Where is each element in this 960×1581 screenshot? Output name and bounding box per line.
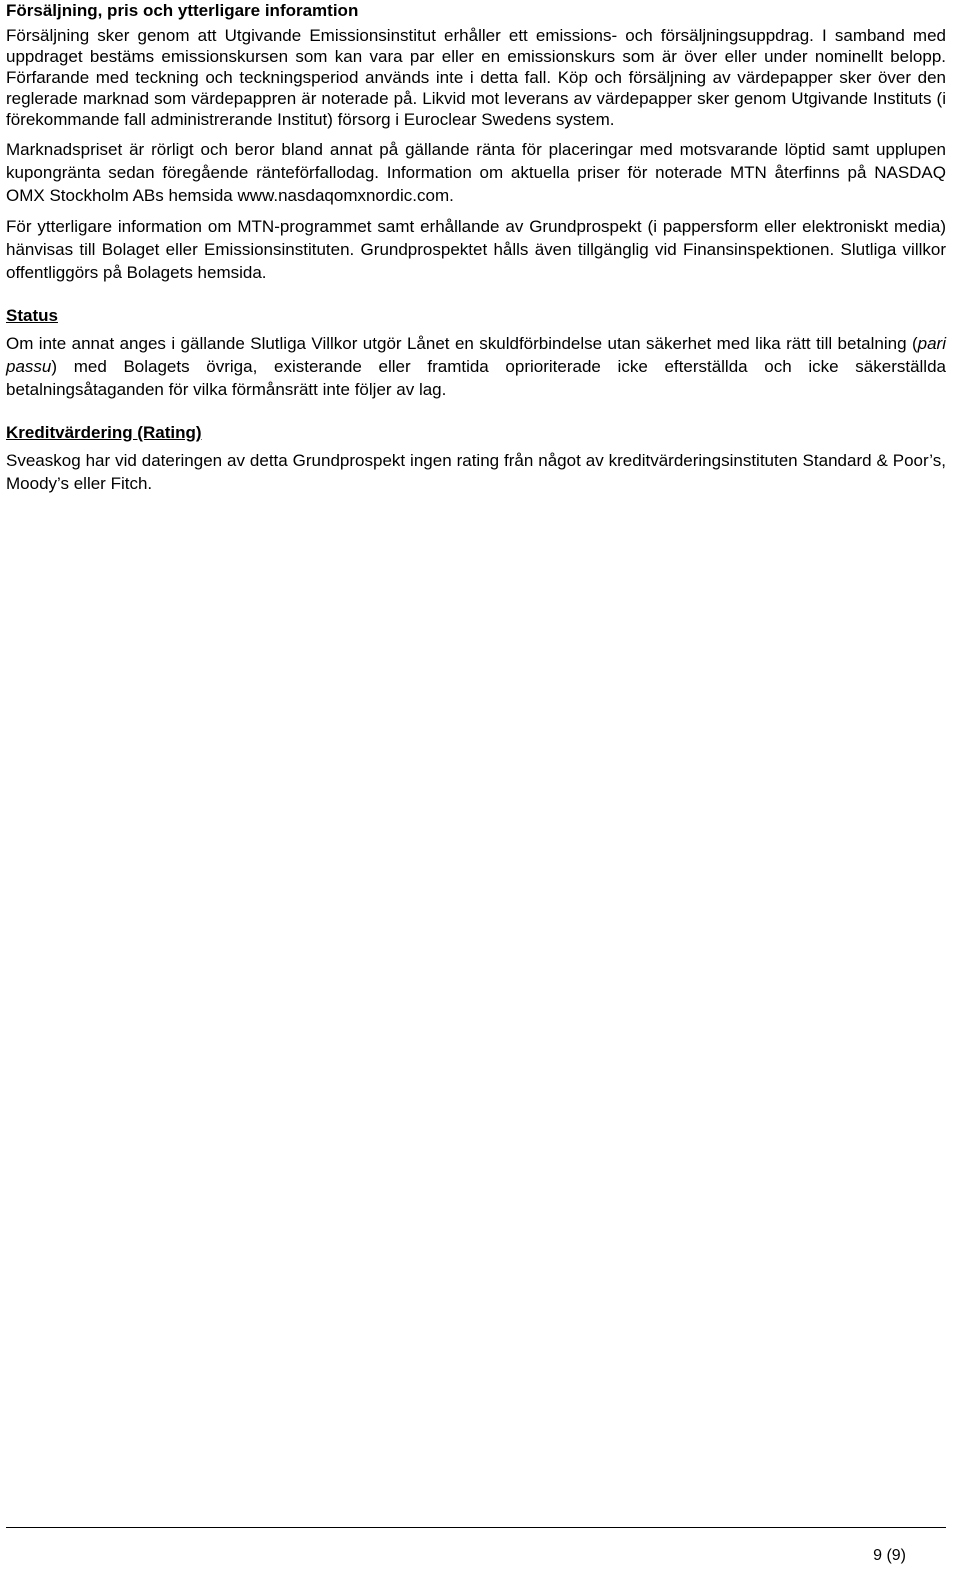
paragraph-market-price: Marknadspriset är rörligt och beror bland annat på gällande ränta för placeringar med motsvarande löptid samt upplupen kupongränta sedan föregående ränteförfallodag. Information om aktuella priser för noterade MTN återfinns på NASDAQ OMX Stockholm ABs hemsida www.nasdaqomxnordic.com.	[6, 140, 946, 205]
section-heading-sales: Försäljning, pris och ytterligare inforamtion	[6, 1, 359, 20]
status-text-end: ) med Bolagets övriga, existerande eller framtida oprioriterade icke efterställda och icke säkerställda betalningsåtaganden för vilka förmånsrätt inte följer av lag.	[6, 357, 946, 399]
document-page	[6, 0, 946, 503]
paragraph-further-info: För ytterligare information om MTN-programmet samt erhållande av Grundprospekt (i pappersform eller elektroniskt media) hänvisas till Bolaget eller Emissionsinstituten. Grundprospektet hålls även tillgänglig vid Finansinspektionen. Slutliga villkor offentliggörs på Bolagets hemsida.	[6, 217, 946, 282]
status-text-italic: pari passu	[6, 334, 946, 376]
paragraph-sales: Försäljning sker genom att Utgivande Emissionsinstitut erhåller ett emissions- och försäljningsuppdrag. I samband med uppdraget bestäms emissionskursen som kan vara par eller en emissionskurs som är över eller under nominellt belopp. Förfarande med teckning och teckningsperiod används inte i detta fall. Köp och försäljning av värdepapper sker över den reglerade marknad som värdepappren är noterade på. Likvid mot leverans av värdepapper sker genom Utgivande Instituts (i förekommande fall administrerande Institut) försorg i Euroclear Swedens system.	[6, 26, 946, 129]
page-number: 9 (9)	[873, 1547, 906, 1564]
footer-divider	[6, 1527, 946, 1528]
section-heading-status: Status	[6, 306, 58, 325]
status-text-start: Om inte annat anges i gällande Slutliga Villkor utgör Lånet en skuldförbindelse utan säkerhet med lika rätt till betalning (	[6, 334, 918, 353]
paragraph-status	[6, 332, 946, 401]
paragraph-rating: Sveaskog har vid dateringen av detta Grundprospekt ingen rating från något av kreditvärderingsinstituten Standard & Poor’s, Moody’s eller Fitch.	[6, 451, 946, 493]
section-heading-rating: Kreditvärdering (Rating)	[6, 423, 202, 442]
